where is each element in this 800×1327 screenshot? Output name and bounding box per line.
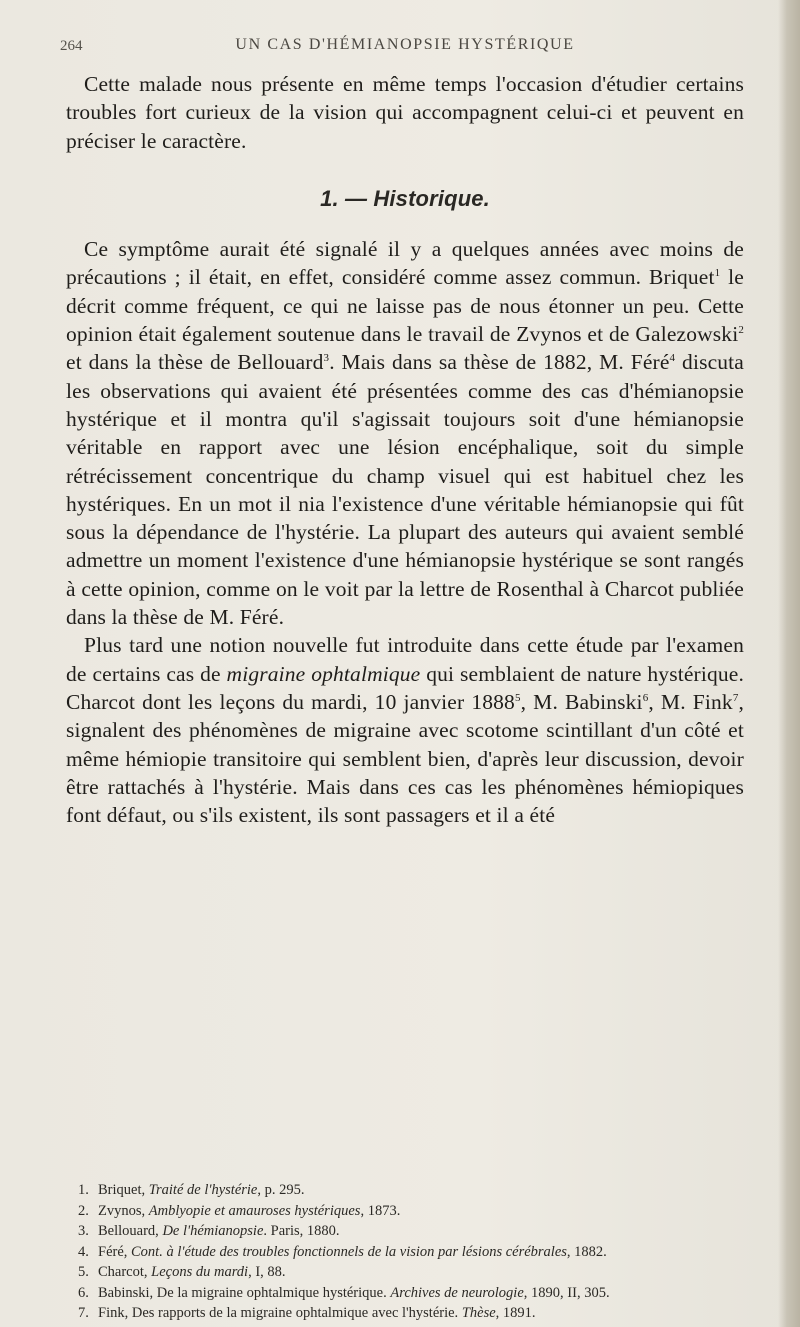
footnote-number: 1.	[78, 1182, 89, 1198]
footnote-author: Féré,	[98, 1243, 132, 1260]
text-run: et dans la thèse de Bellouard	[66, 350, 324, 375]
footnote-number: 3.	[78, 1223, 89, 1239]
intro-paragraph: Cette malade nous présente en même temps l'occasion d'étudier certains troubles fort curieux de la vision qui accompagnent celui-ci et peuvent en préciser le caractère.	[66, 72, 744, 153]
footnote	[78, 1201, 748, 1222]
footnote-rest: , 1882.	[566, 1243, 607, 1260]
footnote-title: Leçons du mardi	[151, 1264, 249, 1280]
footnote-title: Amblyopie et amauroses hystériques	[148, 1202, 361, 1219]
footnote-rest: , I, 88.	[248, 1264, 286, 1280]
text-run: , signalent des phénomènes de migraine avec scotome scintillant d'un côté et même hémiopie transitoire qui semblent bien, d'après leur discussion, devoir être rattachés à l'hystérie. Mais dans ces cas les phénomènes hémiopiques font défaut, ou s'ils existent, ils sont passagers et il a été	[66, 689, 744, 828]
footnote-author: Babinski, De la migraine ophtalmique hystérique.	[98, 1284, 391, 1301]
body-text	[66, 70, 744, 829]
footnote	[78, 1262, 748, 1283]
text-run: , M. Babinski	[520, 689, 643, 714]
footnote	[78, 1283, 748, 1304]
footnote-author: Zvynos,	[98, 1202, 149, 1219]
footnote-author: Charcot,	[98, 1264, 152, 1280]
running-title: UN CAS D'HÉMIANOPSIE HYSTÉRIQUE	[235, 36, 575, 53]
footnote	[78, 1180, 748, 1201]
footnote-ref: 2	[738, 323, 744, 336]
footnote-number: 4.	[78, 1243, 89, 1260]
footnote-number: 2.	[78, 1202, 89, 1219]
footnote-rest: , p. 295.	[257, 1182, 305, 1198]
footnote-ref: 6	[642, 691, 649, 704]
footnote-ref: 3	[323, 352, 330, 365]
footnote-title: Thèse	[461, 1305, 496, 1321]
footnote-rest: . Paris, 1880.	[263, 1223, 340, 1239]
footnote-rest: , 1891.	[495, 1305, 536, 1321]
footnote	[78, 1303, 748, 1324]
text-run: qui semblaient de nature hystérique. Charcot dont les leçons du mardi, 10 janvier 1888	[66, 661, 744, 714]
footnote-number: 6.	[78, 1284, 89, 1301]
footnote-author: Bellouard,	[98, 1223, 163, 1239]
text-run: le décrit comme fréquent, ce qui ne laisse pas de nous étonner un peu. Cette opinion était également soutenue dans le travail de Zvynos et de Galezowski	[66, 265, 744, 347]
page-edge-shadow	[778, 0, 800, 1327]
footnote	[78, 1221, 748, 1242]
text-run: , M. Fink	[648, 689, 733, 714]
text-run: . Mais dans sa thèse de 1882, M. Féré	[329, 350, 670, 375]
footnote-ref: 4	[669, 352, 676, 365]
footnote-number: 5.	[78, 1264, 89, 1280]
text-run: Ce symptôme aurait été signalé il y a quelques années avec moins de précautions ; il était, en effet, considéré comme assez commun. Briquet	[66, 237, 744, 290]
footnote-ref: 1	[714, 267, 721, 280]
section-heading: 1. — Historique.	[320, 185, 490, 211]
text-run: discuta les observations qui avaient été présentées comme des cas d'hémianopsie hystérique et il montra qu'il s'agissait toujours soit d'une hémianopsie véritable en rapport avec une lésion encéphalique, soit du simple rétrécissement concentrique du champ visuel qui est habituel chez les hystériques. En un mot il nia l'existence d'une véritable hémianopsie qui fût sous la dépendance de l'hystérie. La plupart des auteurs qui avaient semblé admettre un moment l'existence d'une hémianopsie hystérique se sont rangés à cette opinion, comme on le voit par la lettre de Rosenthal à Charcot publiée dans la thèse de M. Féré.	[66, 350, 744, 630]
footnote-author: Fink, Des rapports de la migraine ophtalmique avec l'hystérie.	[98, 1305, 462, 1321]
footnote	[78, 1242, 748, 1263]
footnote-rest: , 1890, II, 305.	[523, 1284, 610, 1301]
footnote-title: Traité de l'hystérie	[148, 1182, 258, 1198]
paragraph-historique-1	[66, 235, 744, 631]
footnote-title: Cont. à l'étude des troubles fonctionnels de la vision par lésions cérébrales	[131, 1243, 567, 1260]
footnotes	[78, 1180, 748, 1324]
footnote-number: 7.	[78, 1305, 89, 1321]
footnote-ref: 7	[732, 691, 739, 704]
footnote-rest: , 1873.	[360, 1202, 401, 1219]
italic-term: migraine ophtalmique	[226, 661, 421, 686]
footnote-title: Archives de neurologie	[390, 1284, 524, 1301]
paragraph-historique-2	[66, 631, 744, 829]
text-run: Plus tard une notion nouvelle fut introduite dans cette étude par l'examen de certains cas de	[66, 633, 744, 686]
footnote-author: Briquet,	[98, 1182, 149, 1198]
running-head	[60, 30, 750, 58]
page-number: 264	[60, 38, 83, 54]
footnote-title: De l'hémianopsie	[162, 1223, 264, 1239]
footnote-ref: 5	[514, 691, 521, 704]
